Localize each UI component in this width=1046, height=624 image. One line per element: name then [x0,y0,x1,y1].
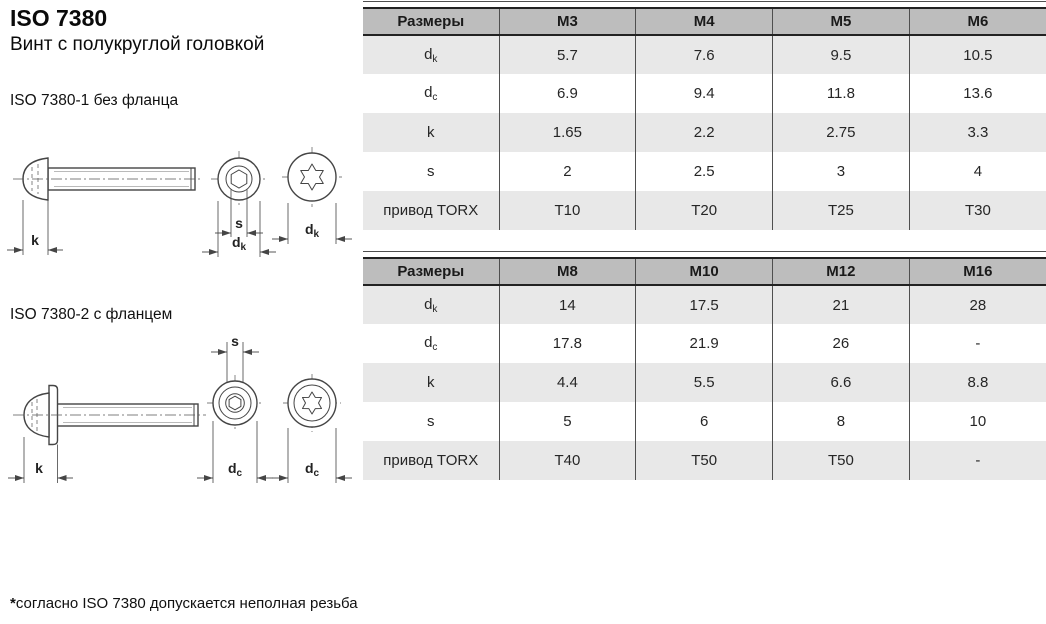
column-header: M8 [499,258,636,285]
cell: 14 [499,285,636,324]
footnote-text: согласно ISO 7380 допускается неполная резьба [15,595,358,612]
page-title: ISO 7380 [10,5,108,31]
flanged-torx-end-view [283,374,341,432]
column-header: M6 [909,8,1046,35]
cell: 9.5 [773,35,910,74]
cell: T50 [636,441,773,480]
footnote-asterisk: * [10,595,16,612]
table-row [363,152,1046,191]
cell: 1.65 [499,113,636,152]
cell: 6 [636,402,773,441]
cell: 8 [773,402,910,441]
cell: 9.4 [636,74,773,113]
cell: 11.8 [773,74,910,113]
flanged-screw-side-view [13,386,206,445]
cell: T40 [499,441,636,480]
column-header: Размеры [363,258,499,285]
table-row [363,285,1046,324]
column-header: M5 [773,8,910,35]
cell: - [909,324,1046,363]
hex-socket-end-view [211,151,267,207]
dimensions-table-m3-m6 [363,1,1046,230]
cell: 5.5 [636,363,773,402]
cell: 3.3 [909,113,1046,152]
column-header: M12 [773,258,910,285]
column-header: M3 [499,8,636,35]
screw-side-view [13,158,203,200]
drawing-iso7380-2 [5,333,355,491]
dim-label-dc: $d_c$ [227,460,243,479]
cell: 13.6 [909,74,1046,113]
iso-7380-dimensions-m8-m16 [363,257,1046,480]
table-row [363,324,1046,363]
column-header: M4 [636,8,773,35]
cell: 2.2 [636,113,773,152]
cell: 2.5 [636,152,773,191]
row-label: k [363,113,499,152]
cell: T10 [499,191,636,230]
table-row [363,113,1046,152]
column-header: Размеры [363,8,499,35]
footnote [10,595,358,612]
row-label: $d_k$ [363,35,499,74]
column-header: M10 [636,258,773,285]
cell: - [909,441,1046,480]
cell: 26 [773,324,910,363]
dim-label-dc: $d_c$ [304,460,320,479]
iso-7380-dimensions-m3-m6 [363,7,1046,230]
cell: T30 [909,191,1046,230]
dim-label-dk: $d_k$ [231,234,247,253]
flanged-hex-end-view [207,375,263,431]
dimension-dk-torx [272,203,352,244]
cell: 10.5 [909,35,1046,74]
row-label: s [427,163,435,180]
dimension-k [8,437,73,483]
cell: 3 [773,152,910,191]
cell: 2.75 [773,113,910,152]
cell: 5.7 [499,35,636,74]
cell: 21 [773,285,910,324]
cell: 5 [499,402,636,441]
cell: 17.8 [499,324,636,363]
dimension-dc-hex [197,421,273,483]
table-row [363,35,1046,74]
dimensions-table-m8-m16 [363,251,1046,480]
torx-end-view [282,147,342,207]
cell: T20 [636,191,773,230]
cell: 4.4 [499,363,636,402]
row-label: k [363,363,499,402]
row-label: привод TORX [363,441,499,480]
cell: T25 [773,191,910,230]
cell: 17.5 [636,285,773,324]
cell: 10 [909,402,1046,441]
dim-label-k: k [31,232,39,248]
cell: 2 [499,152,636,191]
cell: 28 [909,285,1046,324]
table-row [363,363,1046,402]
section-label-iso7380-2: ISO 7380-2 с фланцем [10,306,173,323]
row-label: $d_c$ [424,334,438,353]
table-row [363,191,1046,230]
row-label: $d_k$ [363,285,499,324]
column-header: M16 [909,258,1046,285]
row-label: s [427,413,435,430]
drawing-iso7380-1 [5,140,355,260]
cell: T50 [773,441,910,480]
row-label: $d_c$ [424,84,438,103]
cell: 7.6 [636,35,773,74]
table-row [363,402,1046,441]
page-subtitle: Винт с полукруглой головкой [10,34,265,55]
dim-label-dk: $d_k$ [304,221,320,240]
cell: 6.6 [773,363,910,402]
section-label-iso7380-1: ISO 7380-1 без фланца [10,92,179,109]
cell: 8.8 [909,363,1046,402]
dim-label-k: k [35,460,43,476]
cell: 4 [909,152,1046,191]
dimension-dc-torx [272,428,352,483]
dim-label-s: s [231,333,239,349]
dim-label-s: s [235,215,243,231]
cell: 21.9 [636,324,773,363]
dimension-k [7,200,63,255]
cell: 6.9 [499,74,636,113]
row-label: привод TORX [363,191,499,230]
table-row [363,74,1046,113]
table-row [363,441,1046,480]
